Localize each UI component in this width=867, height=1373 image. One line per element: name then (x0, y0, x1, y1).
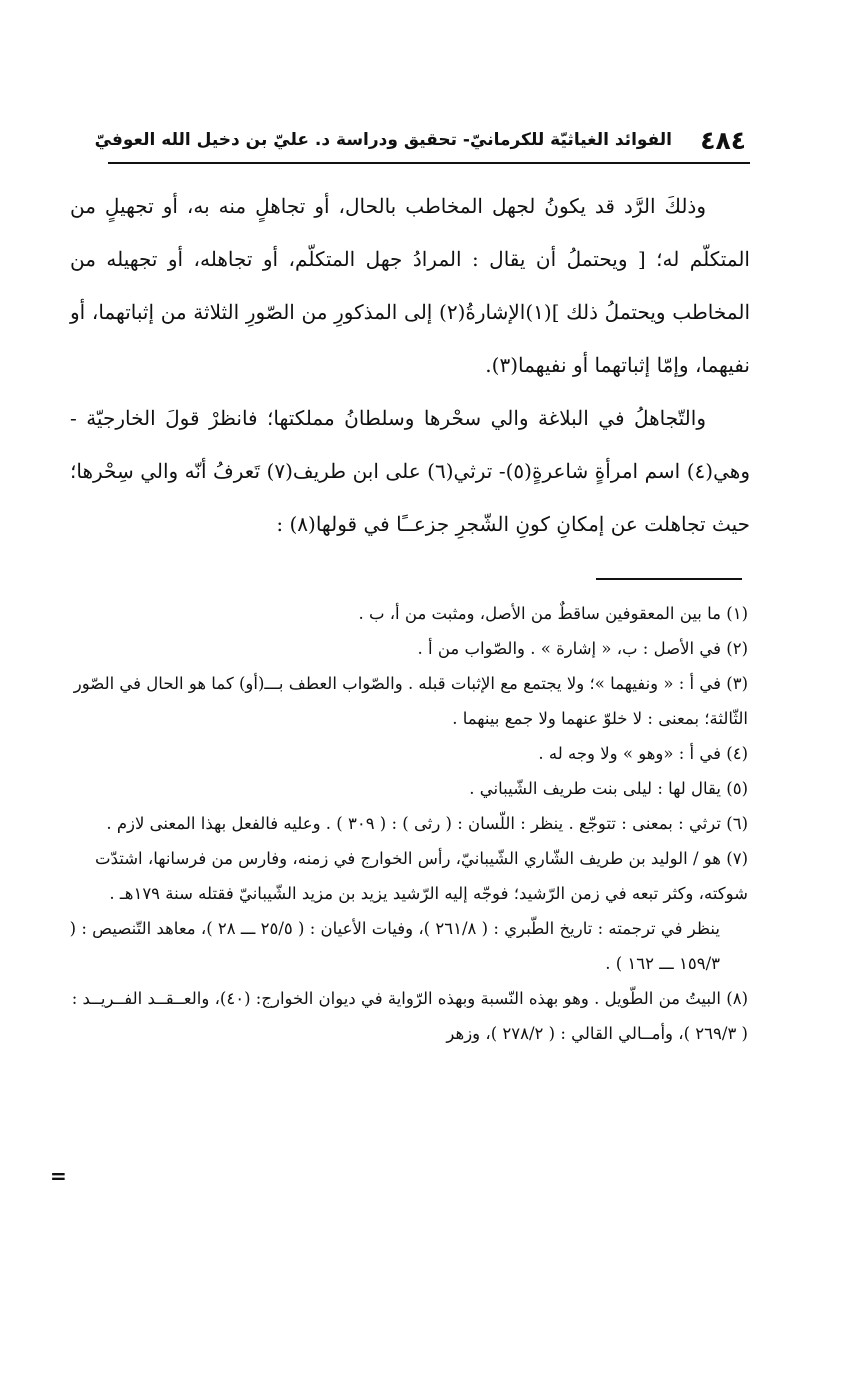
running-title: الفوائد الغياثيّة للكرمانيّ- تحقيق ودراسة د. عليّ بن دخيل الله العوفيّ (94, 130, 672, 150)
footnote-6: (٦) ترثي : بمعنى : تتوجّع . ينظر : اللّسان : ( رثى ) : ( ٣٠٩ ) . وعليه فالفعل بهذا المعنى لازم . (106, 814, 748, 833)
paragraph-2: والتّجاهلُ في البلاغة والي سحْرها وسلطانُ مملكتها؛ فانظرْ قولَ الخارجيّة - وهي(٤) اسم امرأةٍ شاعرةٍ(٥)- ترثي(٦) على ابن طريف(٧) تَعرفُ أنّه والي سِحْرها؛ حيث تجاهلت عن إمكانِ كونِ الشّجرِ جزعــًا في قولها(٨) : (70, 406, 750, 536)
footnote-4: (٤) في أ : «وهو » ولا وجه له . (538, 744, 748, 763)
footnote-8: (٨) البيتُ من الطّويل . وهو بهذه النّسبة وبهذه الرّواية في ديوان الخوارج: (٤٠)، والعــقــد الفــريــد : ( ٢٦٩/٣ )، وأمــالي القالي : ( ٢٧٨/٢ )، وزهر (71, 989, 748, 1043)
footnote-2: (٢) في الأصل : ب، « إشارة » . والصّواب من أ . (417, 639, 748, 658)
page-header (94, 122, 750, 164)
paragraph-1: وذلكَ الرَّد قد يكونُ لجهل المخاطب بالحال، أو تجاهلٍ منه به، أو تجهيلٍ من المتكلّم له؛ [ ويحتملُ أن يقال : المرادُ جهل المتكلّم، أو تجاهله، أو تجهيله من المخاطب ويحتملُ ذلك ](١)الإشارةُ(٢) إلى المذكورِ من الصّورِ الثلاثة من إثباتهما، أو نفيهما، وإمّا إثباتهما أو نفيهما(٣). (70, 194, 751, 377)
page-number: ٤٨٤ (700, 126, 746, 155)
main-text (70, 180, 750, 551)
footnote-3: (٣) في أ : « ونفيهما »؛ ولا يجتمع مع الإثبات قبله . والصّواب العطف بـــ(أو) كما هو الحال في الصّور الثّالثة؛ بمعنى : لا خلوّ عنهما ولا جمع بينهما . (73, 674, 748, 728)
footnote-1: (١) ما بين المعقوفين ساقطٌ من الأصل، ومثبت من أ، ب . (358, 604, 748, 623)
footnote-7-sources: ينظر في ترجمته : تاريخ الطّبري : ( ٢٦١/٨ )، وفيات الأعيان : ( ٢٥/٥ ـــ ٢٨ )، معاهد التّنصيص : ( ١٥٩/٣ ـــ ١٦٢ ) . (69, 919, 720, 973)
footnote-separator (596, 578, 742, 580)
footnote-7: (٧) هو / الوليد بن طريف الشّاري الشّيبانيّ، رأس الخوارج في زمنه، وفارس من فرسانها، اشتدّت شوكته، وكثر تبعه في زمن الرّشيد؛ فوجّه إليه الرّشيد يزيد بن مزيد الشّيبانيّ فقتله سنة ١٧٩هـ . (95, 849, 748, 903)
footnote-5: (٥) يقال لها : ليلى بنت طريف الشّيباني . (469, 779, 748, 798)
continuation-mark: = (50, 1164, 67, 1188)
footnotes (64, 596, 750, 1051)
